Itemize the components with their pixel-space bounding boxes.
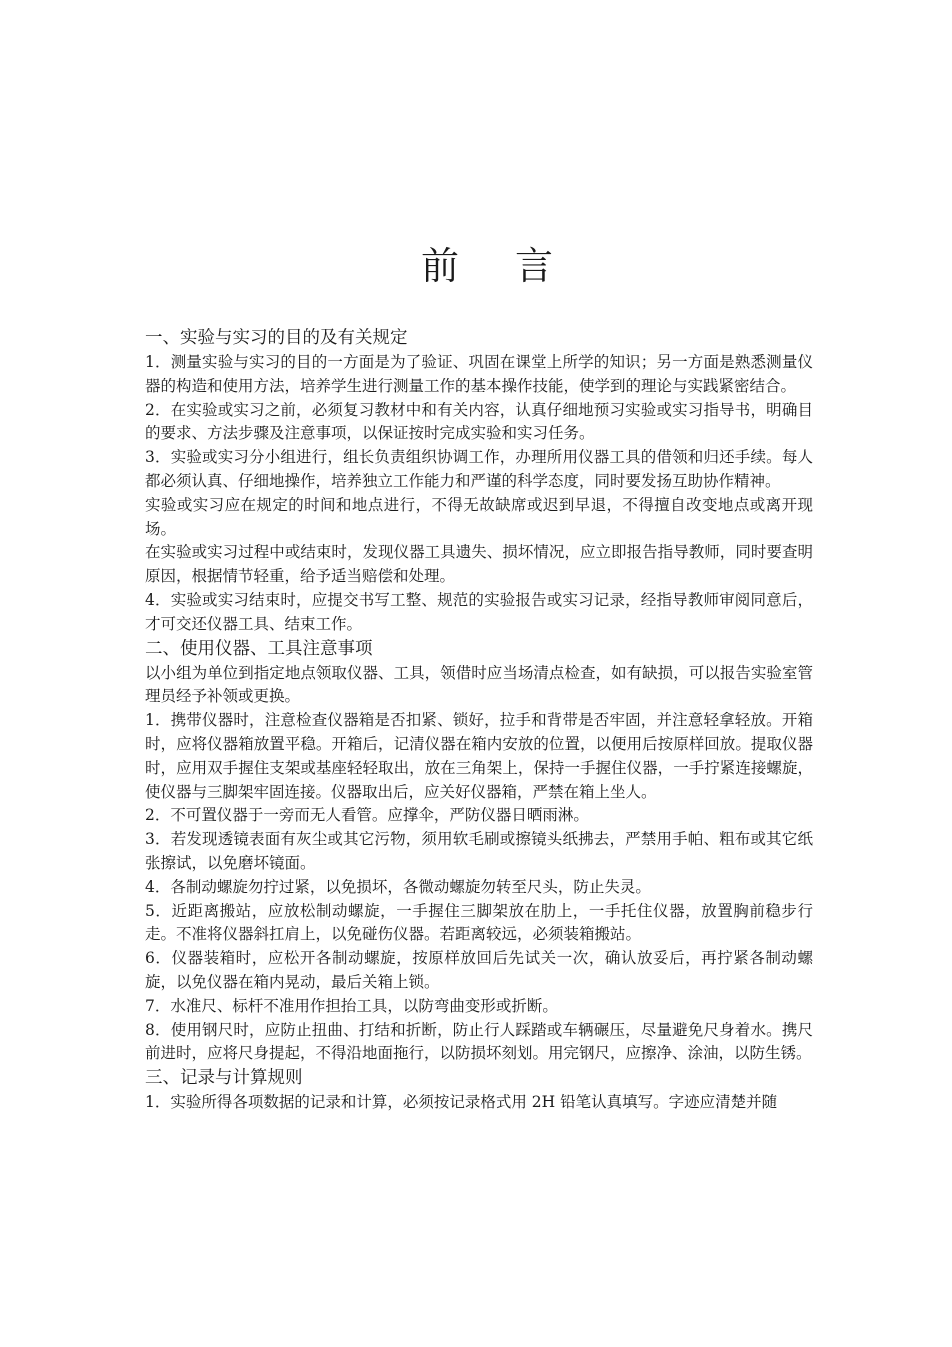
paragraph: 4．各制动螺旋勿拧过紧，以免损坏，各微动螺旋勿转至尺头，防止失灵。	[145, 877, 651, 896]
paragraph: 8．使用钢尺时，应防止扭曲、打结和折断，防止行人踩踏或车辆碾压，尽量避免尺身着水。携尺前进时，应将尺身提起，不得沿地面拖行，以防损坏刻划。用完钢尺，应擦净、涂油，以防生锈。	[145, 1020, 813, 1063]
paragraph: 5．近距离搬站，应放松制动螺旋，一手握住三脚架放在肋上，一手托住仪器，放置胸前稳步行走。不准将仪器斜扛肩上，以免碰伤仪器。若距离较远，必须装箱搬站。	[145, 901, 813, 944]
paragraph: 3．实验或实习分小组进行，组长负责组织协调工作，办理所用仪器工具的借领和归还手续。每人都必须认真、仔细地操作，培养独立工作能力和严谨的科学态度，同时要发扬互助协作精神。	[145, 448, 813, 490]
paragraph: 6．仪器装箱时，应松开各制动螺旋，按原样放回后先试关一次，确认放妥后，再拧紧各制动螺旋，以免仪器在箱内晃动，最后关箱上锁。	[145, 949, 813, 991]
paragraph: 在实验或实习过程中或结束时，发现仪器工具遗失、损坏情况，应立即报告指导教师，同时要查明原因，根据情节轻重，给予适当赔偿和处理。	[145, 543, 813, 586]
paragraph: 7．水准尺、标杆不准用作担抬工具，以防弯曲变形或折断。	[145, 996, 558, 1015]
paragraph: 2．不可置仪器于一旁而无人看管。应撑伞，严防仪器日晒雨淋。	[145, 806, 589, 825]
section-heading: 三、记录与计算规则	[145, 1068, 303, 1089]
section-heading: 一、实验与实习的目的及有关规定	[145, 328, 408, 348]
paragraph: 4．实验或实习结束时，应提交书写工整、规范的实验报告或实习记录，经指导教师审阅同意后，才可交还仪器工具、结束工作。	[145, 590, 813, 633]
paragraph: 2．在实验或实习之前，必须复习教材中和有关内容，认真仔细地预习实验或实习指导书，明确目的要求、方法步骤及注意事项，以保证按时完成实验和实习任务。	[145, 400, 813, 443]
document-body	[145, 326, 813, 1115]
paragraph: 1．测量实验与实习的目的一方面是为了验证、巩固在课堂上所学的知识；另一方面是熟悉测量仪器的构造和使用方法，培养学生进行测量工作的基本操作技能，使学到的理论与实践紧密结合。	[145, 353, 813, 395]
paragraph: 3．若发现透镜表面有灰尘或其它污物，须用软毛刷或擦镜头纸拂去，严禁用手帕、粗布或其它纸张擦试，以免磨坏镜面。	[145, 830, 813, 872]
paragraph: 以小组为单位到指定地点领取仪器、工具，领借时应当场清点检查，如有缺损，可以报告实验室管理员经予补领或更换。	[145, 663, 813, 706]
section-heading: 二、使用仪器、工具注意事项	[145, 638, 373, 659]
paragraph: 实验或实习应在规定的时间和地点进行，不得无故缺席或迟到早退，不得擅自改变地点或离开现场。	[145, 495, 813, 538]
paragraph: 1．携带仪器时，注意检查仪器箱是否扣紧、锁好，拉手和背带是否牢固，并注意轻拿轻放。开箱时，应将仪器箱放置平稳。开箱后，记清仪器在箱内安放的位置，以便用后按原样回放。提取仪器时，应用双手握住支架或基座轻轻取出，放在三角架上，保持一手握住仪器，一手拧紧连接螺旋，使仪器与三脚架牢固连接。仪器取出后，应关好仪器箱，严禁在箱上坐人。	[145, 711, 813, 801]
paragraph: 1．实验所得各项数据的记录和计算，必须按记录格式用 2H 铅笔认真填写。字迹应清楚并随	[145, 1093, 778, 1112]
page-title: 前 言	[420, 244, 576, 288]
